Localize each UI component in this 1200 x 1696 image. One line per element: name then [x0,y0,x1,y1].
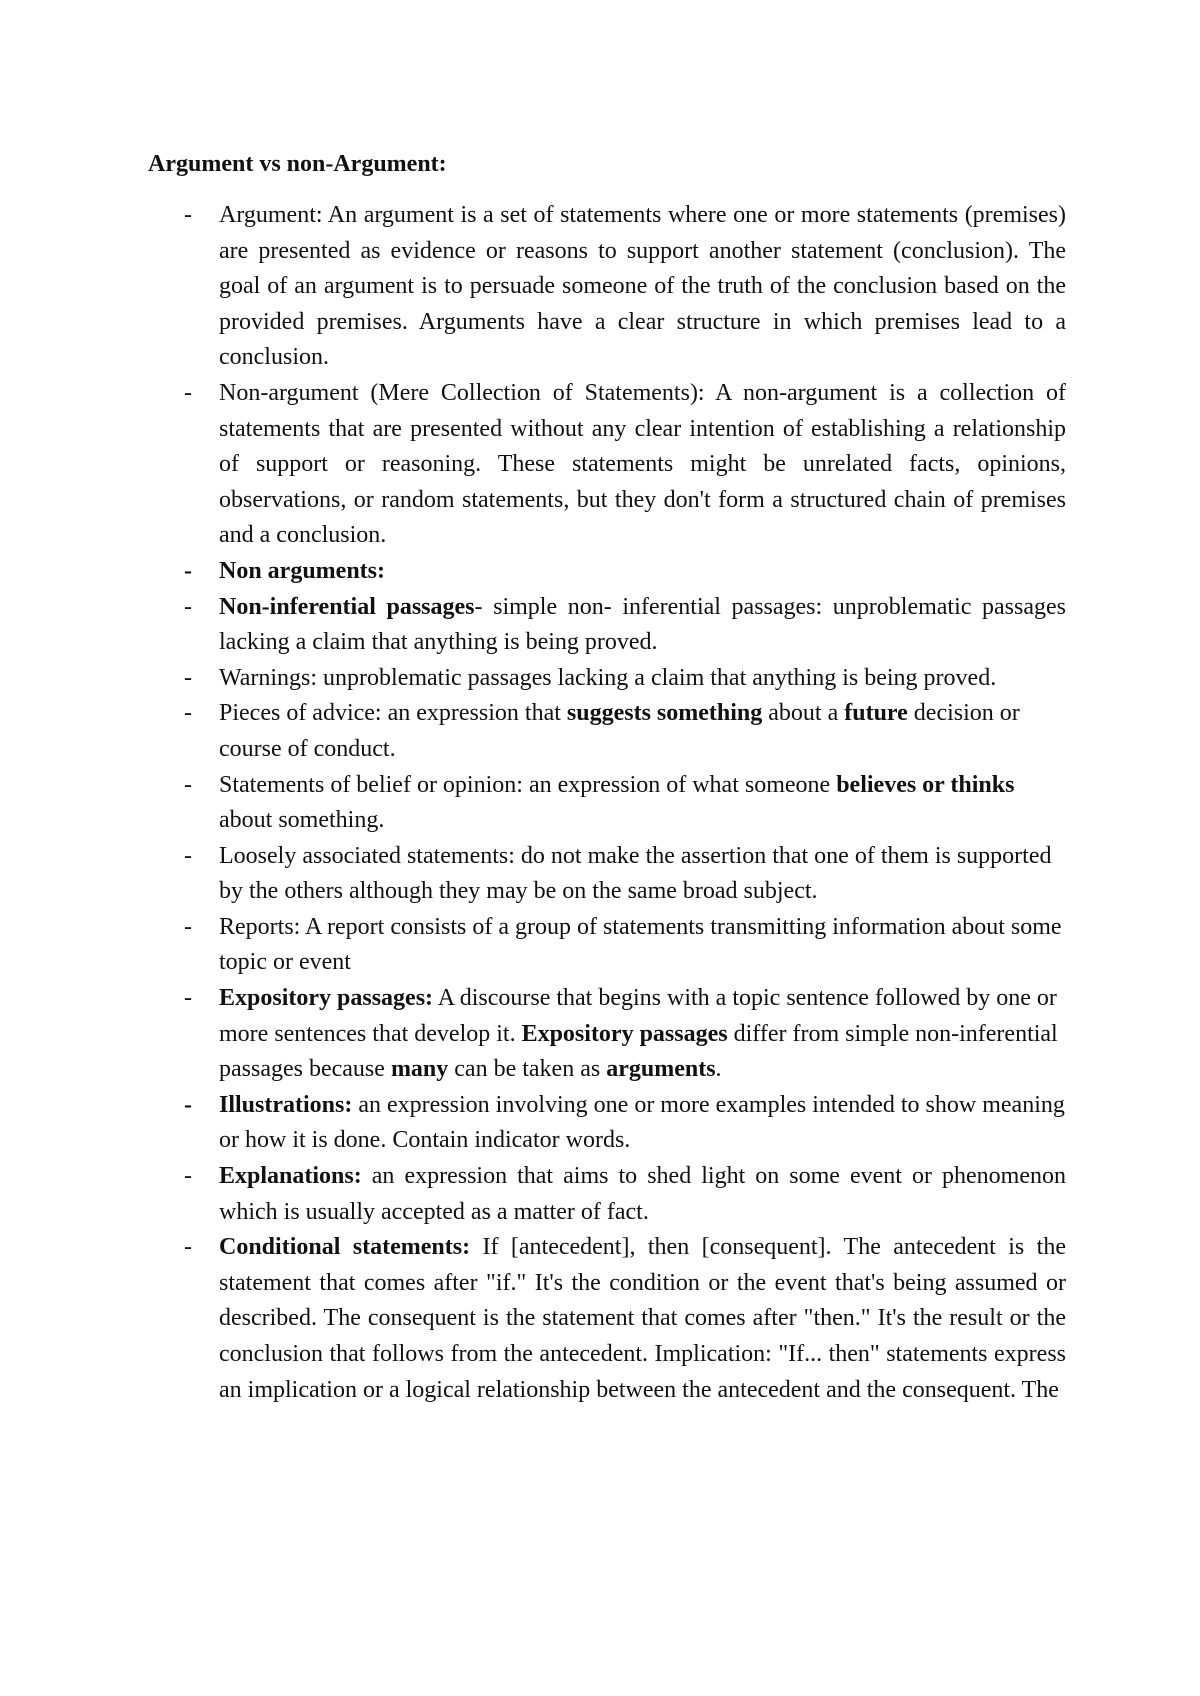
bullet-dash: - [184,1163,192,1190]
list-item-non-arguments-heading [148,554,1066,590]
argument-text: Argument: An argument is a set of statements where one or more statements (premises) are presented as evidence or reasons to support another statement (conclusion). The goal of an argument is to persuade someone of the truth of the conclusion based on the provided premises. Arguments have a clear structure in which premises lead to a conclusion. [219,202,1066,371]
warnings-text: Warnings: unproblematic passages lacking a claim that anything is being proved. [219,664,997,691]
bullet-dash: - [184,202,192,228]
bullet-list [148,198,1066,1408]
list-item-argument [148,198,1066,376]
advice-bold-1: suggests something [566,700,763,727]
bullet-dash: - [184,913,192,940]
advice-bold-2: future [844,700,908,727]
advice-text-1: Pieces of advice: an expression that [219,700,567,727]
list-item-expository [148,981,1066,1088]
list-item-non-argument [148,376,1066,554]
explanations-bold: Explanations: [219,1163,362,1190]
page-title: Argument vs non-Argument: [148,151,447,177]
reports-text: Reports: A report consists of a group of statements transmitting information about some topic or event [219,913,1062,976]
illustrations-text: an expression involving one or more examples intended to show meaning or how it is done. Contain indicator words. [219,1091,1065,1154]
bullet-dash: - [184,985,192,1012]
conditional-bold: Conditional statements: [219,1234,471,1261]
list-item-non-inferential [148,590,1066,661]
non-argument-text: Non-argument (Mere Collection of Statements): A non-argument is a collection of statements that are presented without any clear intention of establishing a relationship of support or reasoning. These statements might be unrelated facts, opinions, observations, or random statements, but they don't form a structured chain of premises and a conclusion. [219,379,1066,549]
list-item-conditional [148,1230,1066,1408]
expository-bold-1: Expository passages: [219,985,434,1012]
list-item-loosely [148,839,1066,910]
non-inferential-term: Non-inferential passages [219,593,475,620]
explanations-text: an expression that aims to shed light on some event or phenomenon which is usually accepted as a matter of fact. [219,1163,1066,1225]
expository-bold-2: Expository passages [521,1020,728,1047]
list-item-reports [148,910,1066,981]
advice-text-3: decision or course of conduct. [219,700,1020,762]
bullet-dash: - [184,842,192,869]
bullet-dash: - [184,379,192,406]
bullet-dash: - [184,664,192,691]
bullet-dash: - [184,1234,192,1261]
belief-text-1: Statements of belief or opinion: an expression of what someone [219,771,837,798]
list-item-advice [148,696,1066,767]
non-inferential-text: - simple non- inferential passages: unproblematic passages lacking a claim that anything is being proved. [219,593,1066,656]
bullet-dash: - [184,557,192,584]
advice-text-2: about a [762,700,845,727]
expository-text-3: can be taken as [448,1056,607,1083]
belief-bold-1: believes or thinks [836,771,1015,798]
expository-text-2: differ from simple non-inferential passages because [219,1020,1058,1083]
bullet-dash: - [184,771,192,798]
illustrations-bold: Illustrations: [219,1091,353,1118]
bullet-dash: - [184,593,192,620]
list-item-illustrations [148,1088,1066,1159]
non-arguments-heading: Non arguments: [219,557,385,584]
list-item-belief [148,768,1066,839]
loosely-text: Loosely associated statements: do not make the assertion that one of them is supported by the others although they may be on the same broad subject. [219,842,1052,905]
list-item-warnings [148,661,1066,697]
expository-bold-4: arguments [606,1056,716,1083]
expository-text-1: A discourse that begins with a topic sentence followed by one or more sentences that develop it. [219,985,1057,1047]
bullet-dash: - [184,1091,192,1118]
list-item-explanations [148,1159,1066,1230]
belief-text-2: about something. [219,807,385,834]
expository-bold-3: many [390,1056,449,1083]
expository-text-4: . [715,1056,722,1083]
bullet-dash: - [184,700,192,727]
conditional-text: If [antecedent], then [consequent]. The antecedent is the statement that comes after "if." It's the condition or the event that's being assumed or described. The consequent is the statement that comes after "then." It's the result or the conclusion that follows from the antecedent. Implication: "If... then" statements express an implication or a logical relationship between the antecedent and the consequent. The [219,1234,1066,1403]
